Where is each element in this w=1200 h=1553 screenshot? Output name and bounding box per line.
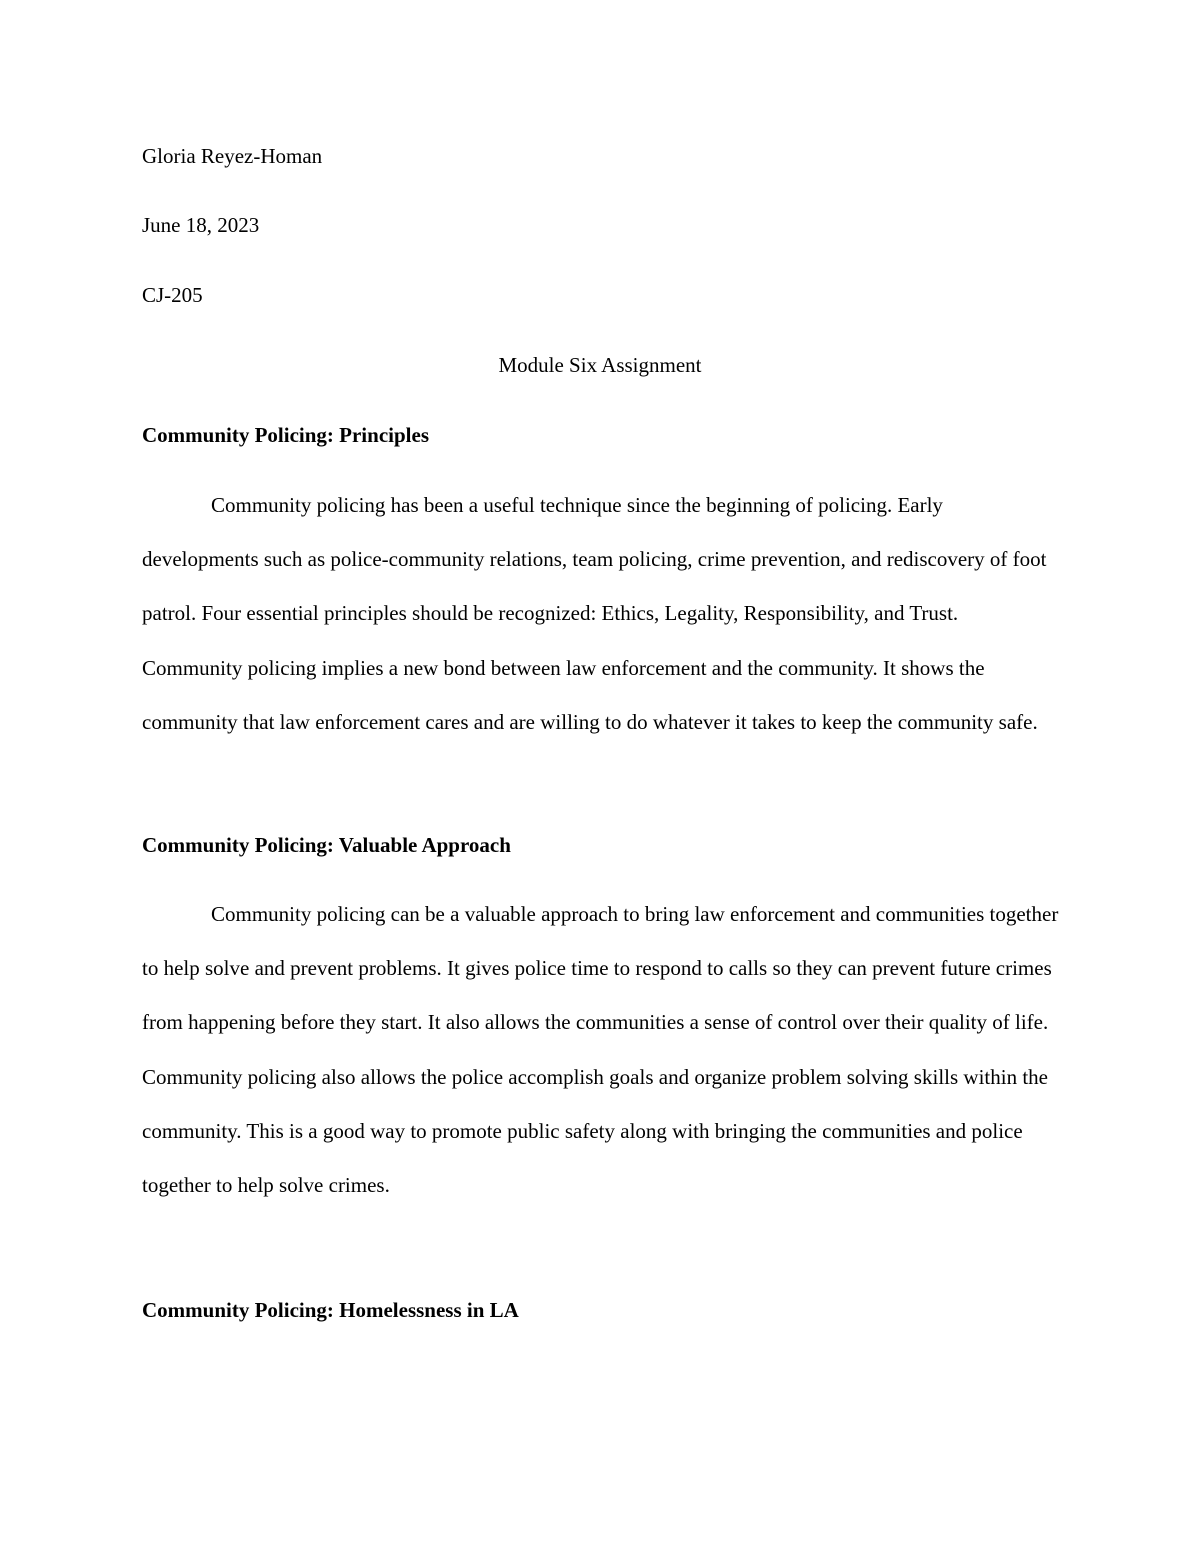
assignment-date: June 18, 2023 bbox=[142, 213, 260, 237]
author-name: Gloria Reyez-Homan bbox=[142, 144, 323, 168]
paragraph-valuable-approach: Community policing can be a valuable approach to bring law enforcement and communities together to help solve and prevent problems. It gives police time to respond to calls so they can prevent future crimes from happening before they start. It also allows the communities a sense of control over their quality of life. Community policing also allows the police accomplish goals and organize problem solving skills within the community. This is a good way to promote public safety along with bringing the communities and police together to help solve crimes. bbox=[142, 902, 1059, 1198]
course-code: CJ-205 bbox=[142, 283, 203, 307]
section-body-valuable-approach bbox=[142, 887, 1062, 1212]
section-body-principles bbox=[142, 478, 1062, 749]
section-heading-homelessness: Community Policing: Homelessness in LA bbox=[142, 1298, 519, 1322]
section-heading-valuable-approach: Community Policing: Valuable Approach bbox=[142, 833, 511, 857]
section-heading-principles: Community Policing: Principles bbox=[142, 423, 429, 447]
paragraph-principles: Community policing has been a useful technique since the beginning of policing. Early developments such as police-community relations, team policing, crime prevention, and rediscovery of foot patrol. Four essential principles should be recognized: Ethics, Legality, Responsibility, and Trust. Community policing implies a new bond between law enforcement and the community. It shows the community that law enforcement cares and are willing to do whatever it takes to keep the community safe. bbox=[142, 493, 1047, 734]
document-title: Module Six Assignment bbox=[498, 353, 702, 377]
